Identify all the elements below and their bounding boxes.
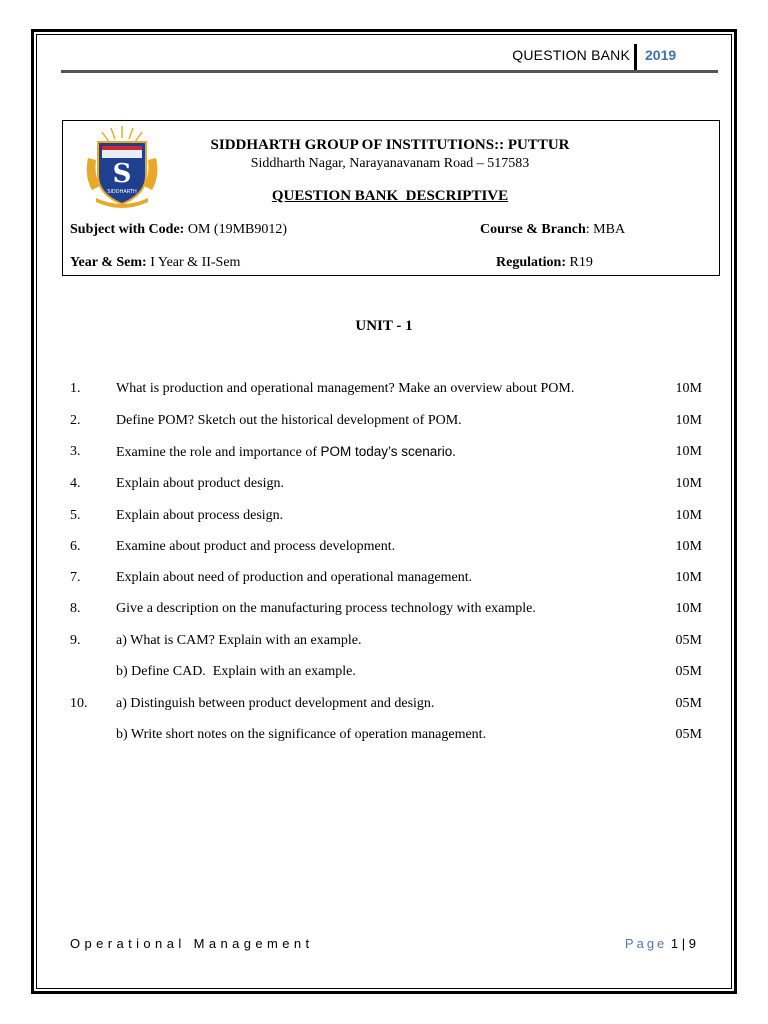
question-marks: 05M [675,664,702,679]
question-text: b) Write short notes on the significance of operation management. [116,727,487,742]
question-row [0,444,768,464]
question-number: 9. [70,633,81,648]
page-separator: | [678,936,689,951]
question-text [116,444,456,461]
header-rule [61,70,718,73]
page-word: Page [624,936,668,951]
question-number: 7. [70,570,81,585]
footer-page-number [625,936,696,951]
question-number: 6. [70,539,81,554]
question-text: Explain about need of production and operational management. [116,570,473,585]
question-marks: 05M [675,696,702,711]
question-number: 2. [70,413,81,428]
question-row [0,476,768,496]
question-row [0,508,768,528]
question-marks: 10M [675,413,702,428]
question-marks: 10M [675,381,702,396]
year-sem [70,255,240,271]
question-marks: 10M [675,539,702,554]
question-marks: 05M [675,633,702,648]
page-total: 9 [688,936,696,951]
question-bank-title: QUESTION BANK DESCRIPTIVE [271,188,509,204]
course-label: Course & Branch [480,222,586,237]
question-number: 3. [70,444,81,459]
question-text: b) Define CAD. Explain with an example. [116,664,356,679]
page-current: 1 [670,936,679,951]
question-marks: 10M [675,601,702,616]
header-separator [634,44,637,70]
question-row [0,633,768,653]
header-label: QUESTION BANK [512,47,630,63]
question-marks: 10M [675,508,702,523]
question-text: Define POM? Sketch out the historical development of POM. [116,413,462,428]
header-year: 2019 [645,47,677,63]
question-number: 1. [70,381,81,396]
question-row [0,696,768,716]
subject-label: Subject with Code: [70,222,185,237]
regulation-label: Regulation: [496,255,566,270]
question-row [0,601,768,621]
subject-value: OM (19MB9012) [184,222,288,237]
question-text: Explain about product design. [116,476,284,491]
institution-name: SIDDHARTH GROUP OF INSTITUTIONS:: PUTTUR [210,137,570,153]
question-text-part: POM today’s scenario [320,444,453,459]
question-text: Explain about process design. [116,508,284,523]
regulation-value: R19 [566,255,593,270]
question-text: What is production and operational management? Make an overview about POM. [116,381,575,396]
question-number: 8. [70,601,81,616]
question-marks: 10M [675,570,702,585]
logo-letter: S [112,159,132,189]
question-row [0,727,768,747]
question-number: 5. [70,508,81,523]
question-marks: 10M [675,476,702,491]
question-row [0,413,768,433]
year-value: I Year & II-Sem [146,255,241,270]
question-row [0,570,768,590]
subject-with-code [70,222,287,238]
question-row [0,381,768,401]
question-number: 10. [70,696,88,711]
question-number: 4. [70,476,81,491]
institution-address: Siddharth Nagar, Narayanavanam Road – 517583 [250,156,530,171]
course-branch [480,222,625,238]
year-label: Year & Sem: [70,255,147,270]
question-text: a) What is CAM? Explain with an example. [116,633,362,648]
question-row [0,539,768,559]
question-text: Examine about product and process development. [116,539,396,554]
course-value: : MBA [585,222,626,237]
unit-title: UNIT - 1 [355,318,413,334]
question-marks: 05M [675,727,702,742]
logo-text: SIDDHARTH [107,189,137,195]
question-text-part: Examine the role and importance of [116,445,321,460]
question-text: a) Distinguish between product development and design. [116,696,435,711]
question-text-part: . [452,445,456,460]
regulation [496,255,593,271]
question-marks: 10M [675,444,702,459]
question-text: Give a description on the manufacturing process technology with example. [116,601,536,616]
question-row [0,664,768,684]
footer-subject: Operational Management [70,936,314,951]
